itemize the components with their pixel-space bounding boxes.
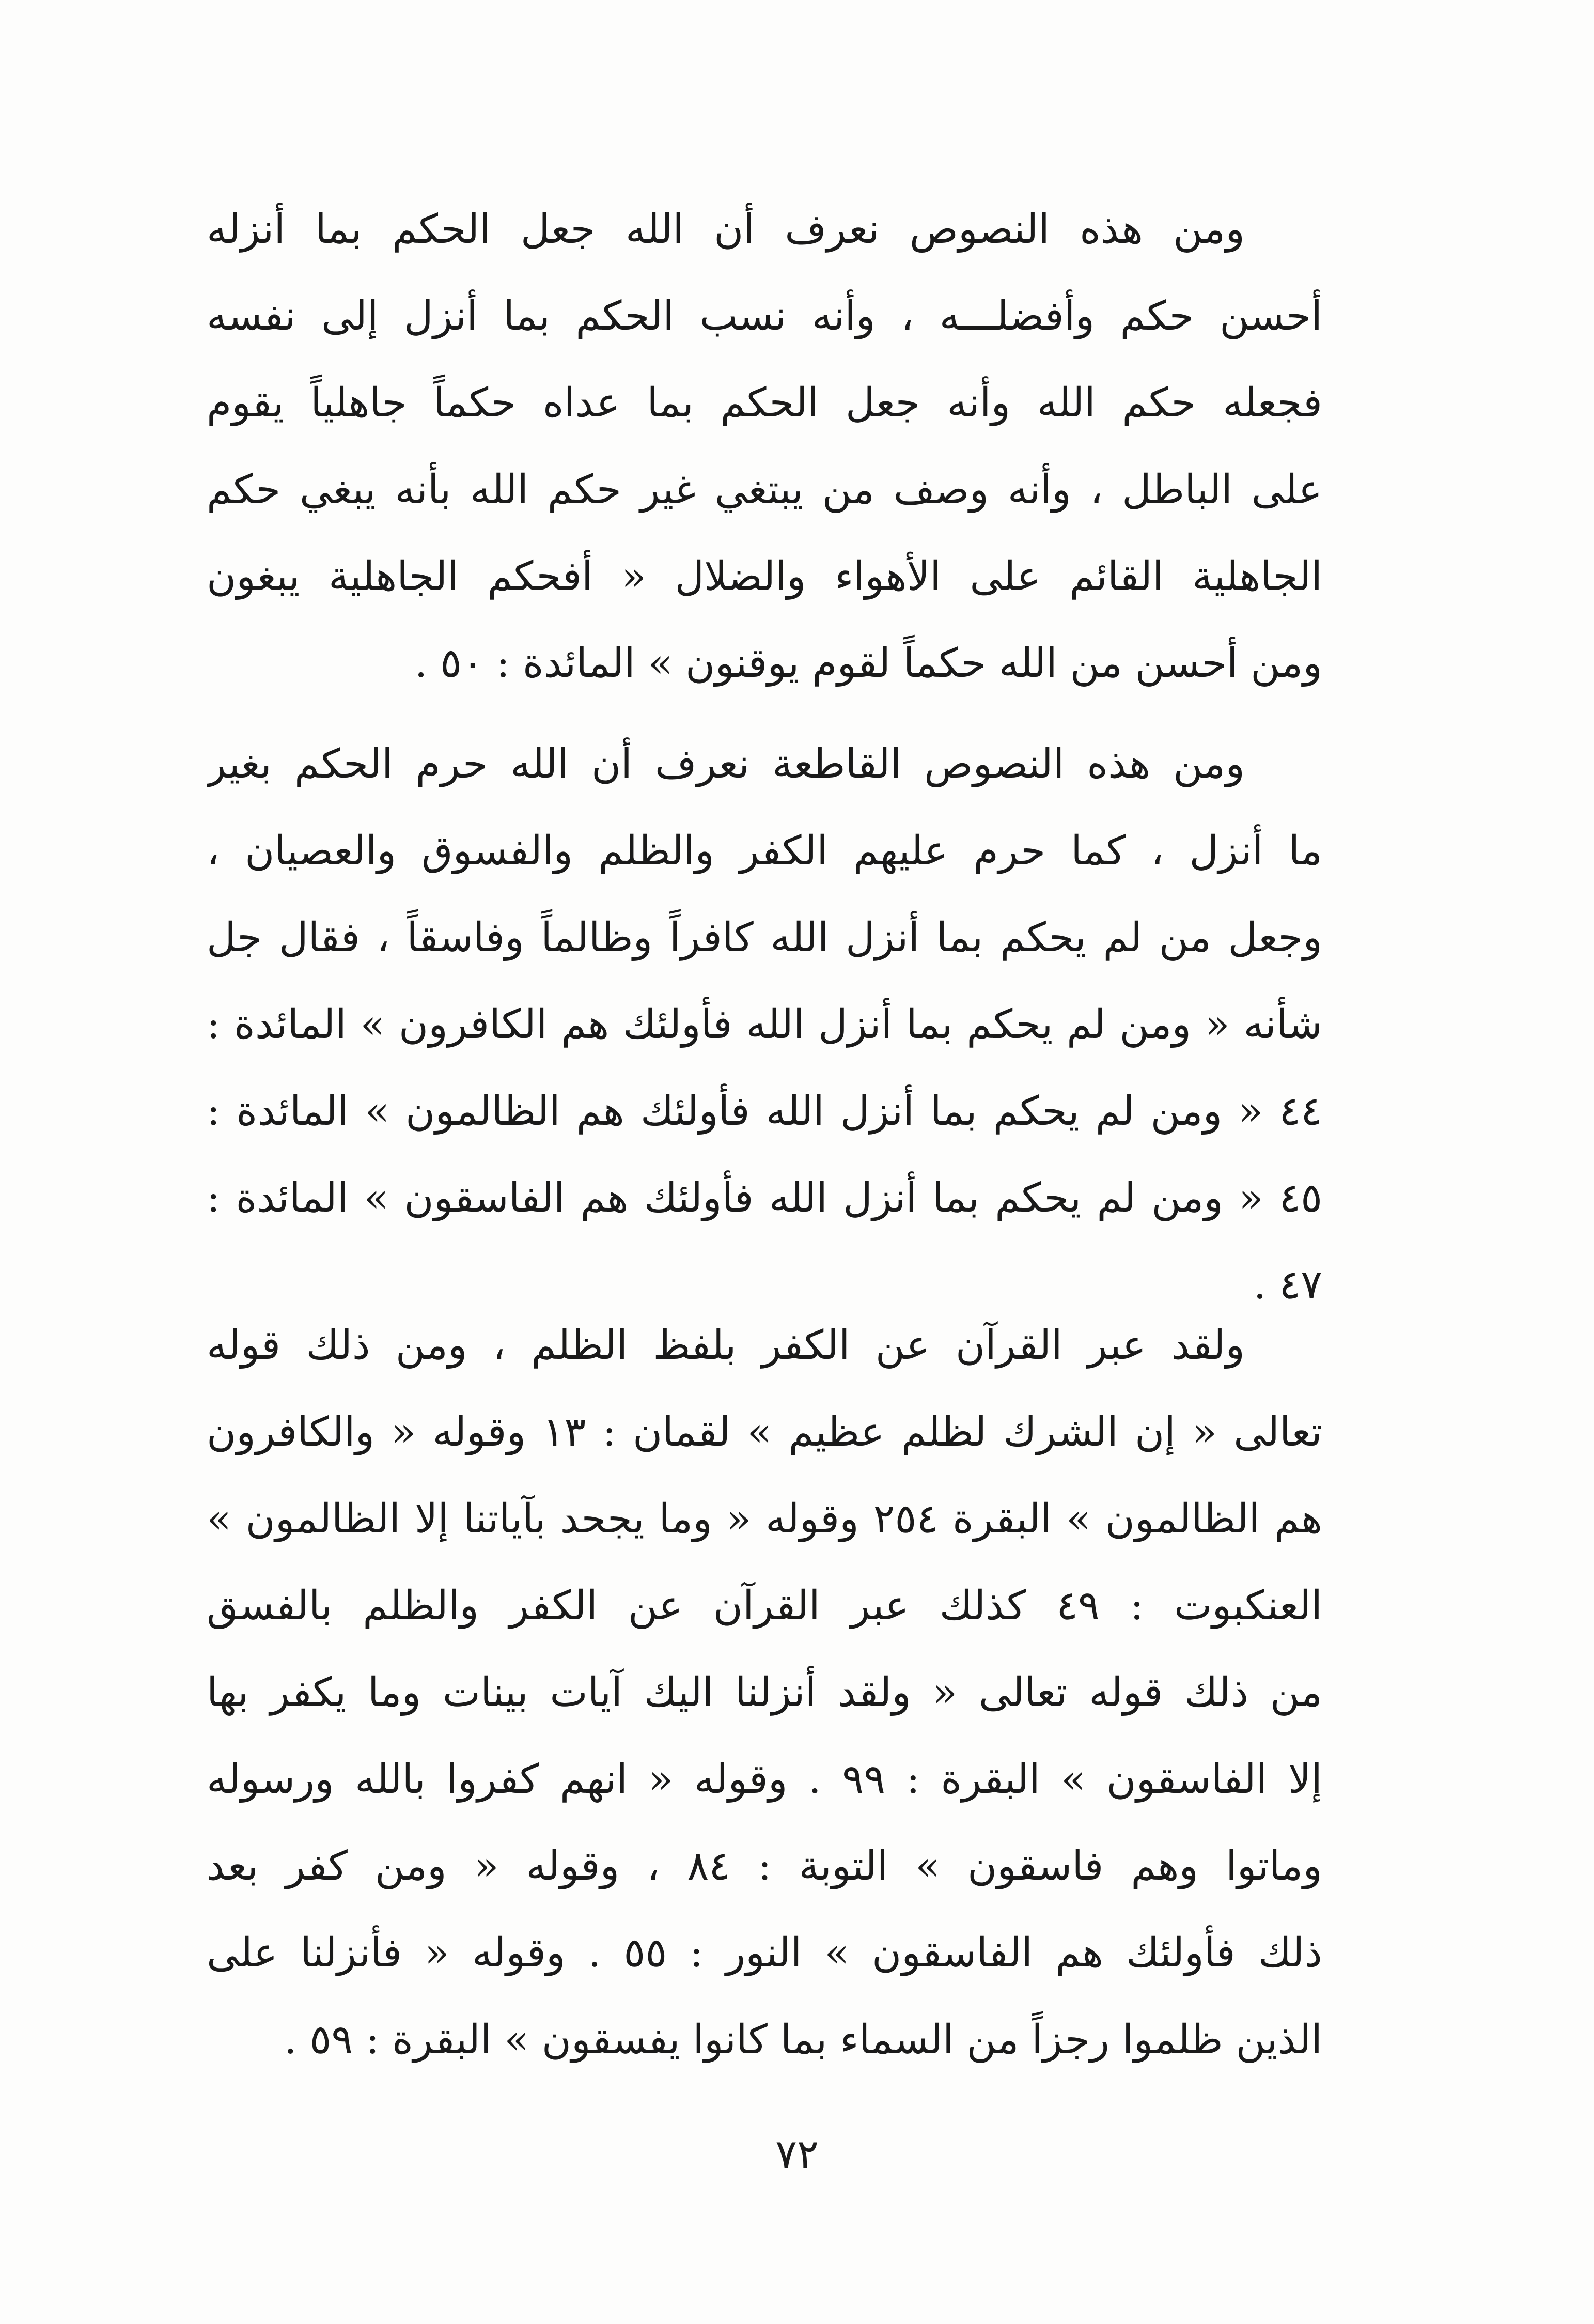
paragraph-line: فجعله حكم الله وأنه جعل الحكم بما عداه حكماً جاهلياً يقوم — [207, 380, 1322, 426]
paragraph-line: ٤٥ « ومن لم يحكم بما أنزل الله فأولئك هم الفاسقون » المائدة : — [207, 1175, 1322, 1221]
paragraph-line: إلا الفاسقون » البقرة : ٩٩ . وقوله « انهم كفروا بالله ورسوله — [207, 1756, 1322, 1803]
paragraph-line: العنكبوت : ٤٩ كذلك عبر القرآن عن الكفر والظلم بالفسق — [207, 1583, 1322, 1629]
paragraph-line: ومن هذه النصوص القاطعة نعرف أن الله حرم الحكم بغير — [207, 741, 1245, 787]
paragraph-line: تعالى « إن الشرك لظلم عظيم » لقمان : ١٣ وقوله « والكافرون — [207, 1409, 1322, 1455]
paragraph-line: ومن أحسن من الله حكماً لقوم يوقنون » المائدة : ٥٠ . — [414, 640, 1322, 687]
paragraph-1 — [207, 186, 1322, 707]
paragraph-line: ومن هذه النصوص نعرف أن الله جعل الحكم بما أنزله — [207, 206, 1245, 253]
paragraph-line: ٤٧ . — [1253, 1262, 1322, 1308]
paragraph-line: ٤٤ « ومن لم يحكم بما أنزل الله فأولئك هم الظالمون » المائدة : — [207, 1088, 1322, 1135]
paragraph-2 — [207, 721, 1322, 1328]
paragraph-line: على الباطل ، وأنه وصف من يبتغي غير حكم الله بأنه يبغي حكم — [207, 467, 1322, 513]
paragraph-line: ذلك فأولئك هم الفاسقون » النور : ٥٥ . وقوله « فأنزلنا على — [207, 1930, 1322, 1976]
paragraph-line: أحسن حكم وأفضلـــه ، وأنه نسب الحكم بما أنزل إلى نفسه — [207, 293, 1322, 339]
paragraph-line: هم الظالمون » البقرة ٢٥٤ وقوله « وما يجحد بآياتنا إلا الظالمون » — [207, 1496, 1322, 1542]
paragraph-line: وجعل من لم يحكم بما أنزل الله كافراً وظالماً وفاسقاً ، فقال جل — [207, 915, 1322, 961]
paragraph-line: وماتوا وهم فاسقون » التوبة : ٨٤ ، وقوله « ومن كفر بعد — [207, 1843, 1322, 1889]
paragraph-3 — [207, 1302, 1322, 2083]
paragraph-line: ما أنزل ، كما حرم عليهم الكفر والظلم والفسوق والعصيان ، — [207, 828, 1322, 874]
paragraph-line: الذين ظلموا رجزاً من السماء بما كانوا يفسقون » البقرة : ٥٩ . — [284, 2017, 1322, 2063]
paragraph-line: شأنه « ومن لم يحكم بما أنزل الله فأولئك هم الكافرون » المائدة : — [207, 1001, 1322, 1048]
paragraph-line: من ذلك قوله تعالى « ولقد أنزلنا اليك آيات بينات وما يكفر بها — [207, 1669, 1322, 1716]
paragraph-line: الجاهلية القائم على الأهواء والضلال « أفحكم الجاهلية يبغون — [207, 553, 1322, 600]
paragraph-line: ولقد عبر القرآن عن الكفر بلفظ الظلم ، ومن ذلك قوله — [207, 1322, 1245, 1369]
page-number: ٧٢ — [775, 2131, 819, 2178]
